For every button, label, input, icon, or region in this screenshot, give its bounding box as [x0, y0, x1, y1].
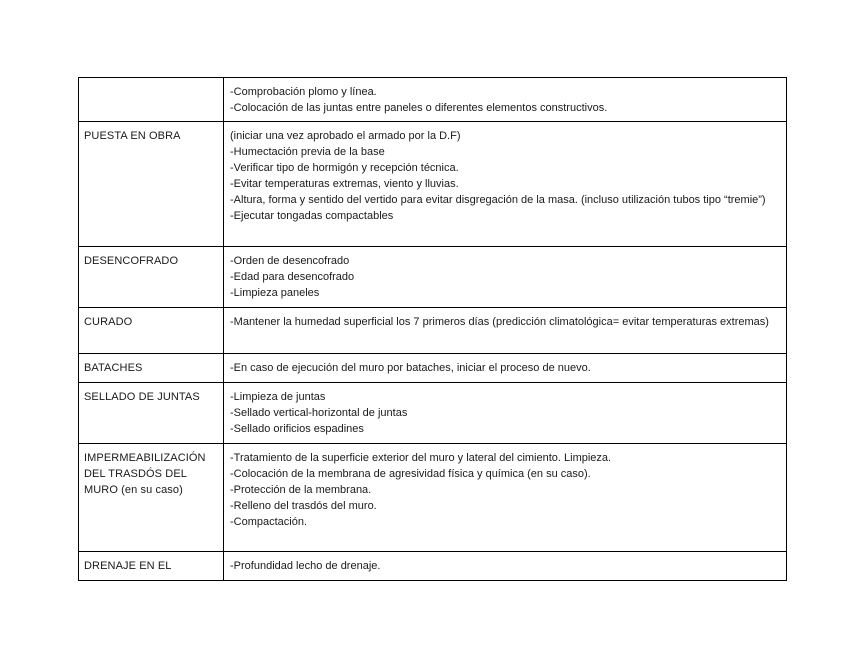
row-label-cell	[79, 383, 224, 444]
row-label-cell	[79, 247, 224, 308]
content-line: -Mantener la humedad superficial los 7 primeros días (predicción climatológica= evitar temperaturas extremas)	[230, 316, 769, 328]
row-label-text: MURO (en su caso)	[84, 484, 183, 496]
content-line: -Sellado orificios espadines	[230, 423, 364, 435]
content-line: -Compactación.	[230, 516, 308, 528]
row-content-cell	[224, 308, 787, 354]
content-line: -Relleno del trasdós del muro.	[230, 500, 377, 512]
content-line: -Humectación previa de la base	[230, 146, 385, 158]
content-line: -Limpieza paneles	[230, 287, 320, 299]
row-label-text: CURADO	[84, 316, 133, 328]
row-label-text: PUESTA EN OBRA	[84, 130, 181, 142]
row-content-cell	[224, 354, 787, 383]
table-row	[79, 122, 787, 247]
content-line: -Protección de la membrana.	[230, 484, 372, 496]
content-line: -Altura, forma y sentido del vertido para evitar disgregación de la masa. (incluso utilización tubos tipo “tremie”)	[230, 194, 766, 206]
row-label-cell	[79, 308, 224, 354]
row-label-text: SELLADO DE JUNTAS	[84, 391, 200, 403]
row-content-cell	[224, 78, 787, 122]
inspection-table	[78, 77, 787, 581]
content-line: -Profundidad lecho de drenaje.	[230, 560, 381, 572]
content-line: -Colocación de las juntas entre paneles o diferentes elementos constructivos.	[230, 102, 608, 114]
table-row	[79, 552, 787, 581]
row-content-cell	[224, 247, 787, 308]
row-label-text: BATACHES	[84, 362, 143, 374]
row-content-cell	[224, 122, 787, 247]
content-line: -Edad para desencofrado	[230, 271, 355, 283]
content-line: -Orden de desencofrado	[230, 255, 350, 267]
table-body	[79, 78, 787, 581]
content-line: -Sellado vertical-horizontal de juntas	[230, 407, 408, 419]
content-line: -Tratamiento de la superficie exterior del muro y lateral del cimiento. Limpieza.	[230, 452, 612, 464]
content-line: -Colocación de la membrana de agresividad física y química (en su caso).	[230, 468, 591, 480]
row-content-cell	[224, 444, 787, 552]
row-label-cell	[79, 444, 224, 552]
content-line: -Ejecutar tongadas compactables	[230, 210, 394, 222]
row-label-text: DESENCOFRADO	[84, 255, 179, 267]
content-line: -Comprobación plomo y línea.	[230, 86, 377, 98]
row-content-cell	[224, 383, 787, 444]
table-row	[79, 444, 787, 552]
content-line: -Evitar temperaturas extremas, viento y lluvias.	[230, 178, 459, 190]
content-line: -Limpieza de juntas	[230, 391, 326, 403]
row-label-cell	[79, 122, 224, 247]
content-line: (iniciar una vez aprobado el armado por la D.F)	[230, 130, 461, 142]
row-label-cell	[79, 78, 224, 122]
content-line: -En caso de ejecución del muro por bataches, iniciar el proceso de nuevo.	[230, 362, 591, 374]
row-label-text: DEL TRASDÓS DEL	[84, 468, 187, 480]
row-label-text: DRENAJE EN EL	[84, 560, 172, 572]
row-content-cell	[224, 552, 787, 581]
table-row	[79, 78, 787, 122]
content-line: -Verificar tipo de hormigón y recepción técnica.	[230, 162, 459, 174]
table-row	[79, 308, 787, 354]
row-label-cell	[79, 354, 224, 383]
table-row	[79, 247, 787, 308]
table-row	[79, 383, 787, 444]
row-label-text: IMPERMEABILIZACIÓN	[84, 452, 206, 464]
row-label-cell	[79, 552, 224, 581]
table-row	[79, 354, 787, 383]
